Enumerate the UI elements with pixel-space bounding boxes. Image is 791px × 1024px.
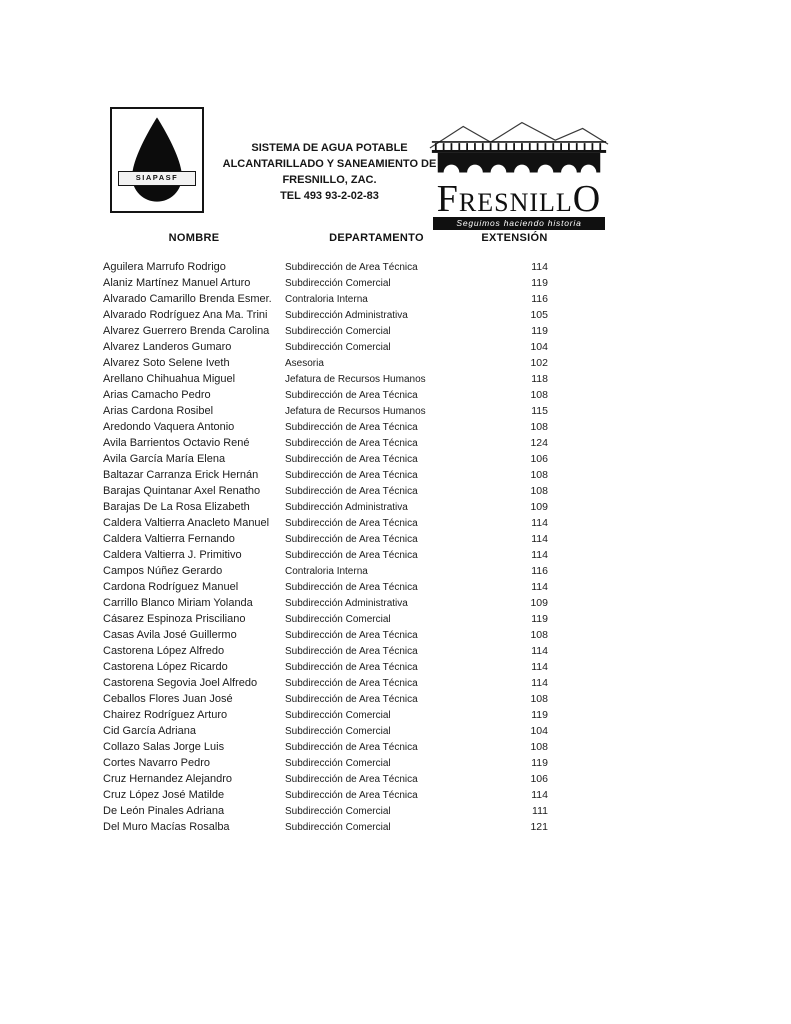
department-cell: Subdirección Comercial (285, 277, 391, 289)
extension-cell: 114 (531, 533, 548, 545)
table-row (103, 707, 561, 723)
name-cell: Casas Avila José Guillermo (103, 629, 237, 641)
name-cell: Ceballos Flores Juan José (103, 693, 233, 705)
extension-cell: 114 (531, 581, 548, 593)
extension-cell: 119 (531, 757, 548, 769)
table-row (103, 771, 561, 787)
extension-cell: 102 (530, 357, 548, 369)
department-cell: Subdirección Comercial (285, 805, 391, 817)
extension-cell: 104 (530, 725, 548, 737)
table-row (103, 323, 561, 339)
table-row (103, 435, 561, 451)
extension-cell: 114 (531, 677, 548, 689)
fresnillo-wordmark-part: F (436, 178, 459, 220)
extension-cell: 111 (532, 805, 548, 817)
name-cell: Baltazar Carranza Erick Hernán (103, 469, 259, 481)
fresnillo-wordmark-part: O (572, 178, 602, 220)
department-cell: Asesoria (285, 357, 324, 369)
table-row (103, 483, 561, 499)
table-row (103, 531, 561, 547)
department-cell: Jefatura de Recursos Humanos (285, 373, 426, 385)
table-row (103, 787, 561, 803)
name-cell: Alvarado Rodríguez Ana Ma. Trini (103, 309, 268, 321)
name-cell: Arias Cardona Rosibel (103, 405, 214, 417)
name-cell: Caldera Valtierra Fernando (103, 533, 235, 545)
name-cell: Aguilera Marrufo Rodrigo (103, 261, 226, 273)
bridge-mountains-icon (426, 116, 612, 182)
extension-cell: 114 (531, 661, 548, 673)
fresnillo-tagline: Seguimos haciendo historia (433, 217, 605, 230)
name-cell: Alvarez Soto Selene Iveth (103, 357, 230, 369)
table-row (103, 355, 561, 371)
table-row (103, 563, 561, 579)
table-row (103, 643, 561, 659)
table-row (103, 819, 561, 835)
department-cell: Subdirección Comercial (285, 709, 391, 721)
department-cell: Subdirección Administrativa (285, 597, 408, 609)
table-row (103, 659, 561, 675)
name-cell: Alvarado Camarillo Brenda Esmer. (103, 293, 272, 305)
extension-cell: 104 (530, 341, 548, 353)
department-cell: Subdirección de Area Técnica (285, 677, 418, 689)
department-cell: Subdirección de Area Técnica (285, 421, 418, 433)
name-cell: Caldera Valtierra Anacleto Manuel (103, 517, 270, 529)
department-cell: Jefatura de Recursos Humanos (285, 405, 426, 417)
department-cell: Subdirección de Area Técnica (285, 789, 418, 801)
department-cell: Subdirección de Area Técnica (285, 581, 418, 593)
department-cell: Subdirección de Area Técnica (285, 261, 418, 273)
org-title-line: FRESNILLO, ZAC. (282, 174, 377, 186)
department-cell: Contraloria Interna (285, 293, 368, 305)
department-cell: Subdirección de Area Técnica (285, 741, 418, 753)
org-phone-line: TEL 493 93-2-02-83 (280, 190, 379, 202)
fresnillo-wordmark-part: RESNILL (458, 188, 573, 217)
table-row (103, 499, 561, 515)
name-cell: Carrillo Blanco Miriam Yolanda (103, 597, 253, 609)
table-row (103, 627, 561, 643)
department-cell: Subdirección Comercial (285, 341, 391, 353)
department-cell: Subdirección de Area Técnica (285, 517, 418, 529)
siapasf-logo-label: SIAPASF (118, 171, 196, 186)
name-cell: Cid García Adriana (103, 725, 196, 737)
name-cell: Castorena López Ricardo (103, 661, 228, 673)
name-cell: Arellano Chihuahua Miguel (103, 373, 236, 385)
department-cell: Subdirección de Area Técnica (285, 389, 418, 401)
table-row (103, 755, 561, 771)
name-cell: Barajas Quintanar Axel Renatho (103, 485, 261, 497)
table-row (103, 803, 561, 819)
table-row (103, 579, 561, 595)
table-row (103, 419, 561, 435)
department-cell: Subdirección de Area Técnica (285, 693, 418, 705)
extension-cell: 106 (530, 773, 548, 785)
aqueduct-illustration (423, 116, 615, 182)
org-title-block (222, 140, 437, 204)
fresnillo-wordmark (423, 178, 615, 220)
name-cell: Avila Barrientos Octavio René (103, 437, 250, 449)
extension-cell: 108 (530, 485, 548, 497)
extension-cell: 118 (531, 373, 548, 385)
extension-cell: 106 (530, 453, 548, 465)
table-row (103, 739, 561, 755)
department-cell: Subdirección Administrativa (285, 501, 408, 513)
column-header-departamento: DEPARTAMENTO (329, 232, 424, 244)
department-cell: Subdirección de Area Técnica (285, 549, 418, 561)
extension-cell: 116 (531, 293, 548, 305)
org-title-line: SISTEMA DE AGUA POTABLE (251, 142, 408, 154)
extension-cell: 114 (531, 261, 548, 273)
table-row (103, 675, 561, 691)
name-cell: Alvarez Guerrero Brenda Carolina (103, 325, 270, 337)
name-cell: Castorena Segovia Joel Alfredo (103, 677, 258, 689)
table-row (103, 451, 561, 467)
table-row (103, 403, 561, 419)
extension-cell: 114 (531, 789, 548, 801)
extension-cell: 109 (530, 501, 548, 513)
directory-table-body (103, 259, 561, 835)
extension-cell: 105 (530, 309, 548, 321)
department-cell: Contraloria Interna (285, 565, 368, 577)
table-row (103, 723, 561, 739)
name-cell: Cruz López José Matilde (103, 789, 225, 801)
department-cell: Subdirección de Area Técnica (285, 661, 418, 673)
department-cell: Subdirección de Area Técnica (285, 645, 418, 657)
department-cell: Subdirección Comercial (285, 725, 391, 737)
department-cell: Subdirección Administrativa (285, 309, 408, 321)
table-row (103, 515, 561, 531)
table-row (103, 371, 561, 387)
name-cell: Alaniz Martínez Manuel Arturo (103, 277, 251, 289)
column-header-nombre: NOMBRE (168, 232, 220, 244)
table-row (103, 291, 561, 307)
name-cell: Cardona Rodríguez Manuel (103, 581, 239, 593)
extension-cell: 108 (530, 469, 548, 481)
name-cell: Alvarez Landeros Gumaro (103, 341, 232, 353)
extension-cell: 121 (530, 821, 548, 833)
name-cell: Cortes Navarro Pedro (103, 757, 210, 769)
table-row (103, 339, 561, 355)
department-cell: Subdirección de Area Técnica (285, 485, 418, 497)
name-cell: Aredondo Vaquera Antonio (103, 421, 235, 433)
extension-cell: 119 (531, 613, 548, 625)
directory-table (103, 232, 561, 835)
extension-cell: 124 (530, 437, 548, 449)
department-cell: Subdirección Comercial (285, 821, 391, 833)
name-cell: Cásarez Espinoza Prisciliano (103, 613, 246, 625)
extension-cell: 108 (530, 693, 548, 705)
name-cell: Chairez Rodríguez Arturo (103, 709, 228, 721)
table-row (103, 259, 561, 275)
column-header-extension: EXTENSIÓN (481, 232, 548, 244)
extension-cell: 108 (530, 629, 548, 641)
extension-cell: 119 (531, 325, 548, 337)
table-row (103, 387, 561, 403)
extension-cell: 108 (530, 421, 548, 433)
extension-cell: 119 (531, 277, 548, 289)
org-title-line: ALCANTARILLADO Y SANEAMIENTO DE (222, 158, 437, 170)
department-cell: Subdirección de Area Técnica (285, 437, 418, 449)
table-row (103, 691, 561, 707)
table-header-row (103, 232, 561, 259)
department-cell: Subdirección de Area Técnica (285, 533, 418, 545)
name-cell: Campos Núñez Gerardo (103, 565, 223, 577)
extension-cell: 109 (530, 597, 548, 609)
fresnillo-logo (423, 116, 615, 230)
name-cell: De León Pinales Adriana (103, 805, 225, 817)
department-cell: Subdirección de Area Técnica (285, 629, 418, 641)
extension-cell: 114 (531, 645, 548, 657)
table-row (103, 275, 561, 291)
name-cell: Collazo Salas Jorge Luis (103, 741, 225, 753)
extension-cell: 114 (531, 517, 548, 529)
extension-cell: 119 (531, 709, 548, 721)
name-cell: Arias Camacho Pedro (103, 389, 211, 401)
department-cell: Subdirección de Area Técnica (285, 773, 418, 785)
name-cell: Cruz Hernandez Alejandro (103, 773, 233, 785)
department-cell: Subdirección de Area Técnica (285, 469, 418, 481)
table-row (103, 611, 561, 627)
name-cell: Caldera Valtierra J. Primitivo (103, 549, 242, 561)
extension-cell: 108 (530, 389, 548, 401)
extension-cell: 116 (531, 565, 548, 577)
name-cell: Avila García María Elena (103, 453, 226, 465)
extension-cell: 115 (531, 405, 548, 417)
name-cell: Castorena López Alfredo (103, 645, 225, 657)
name-cell: Barajas De La Rosa Elizabeth (103, 501, 250, 513)
table-row (103, 307, 561, 323)
extension-cell: 114 (531, 549, 548, 561)
water-drop-icon (112, 109, 202, 211)
department-cell: Subdirección Comercial (285, 325, 391, 337)
table-row (103, 547, 561, 563)
department-cell: Subdirección Comercial (285, 613, 391, 625)
department-cell: Subdirección de Area Técnica (285, 453, 418, 465)
department-cell: Subdirección Comercial (285, 757, 391, 769)
siapasf-logo (110, 107, 204, 213)
table-row (103, 595, 561, 611)
name-cell: Del Muro Macías Rosalba (103, 821, 230, 833)
table-row (103, 467, 561, 483)
extension-cell: 108 (530, 741, 548, 753)
